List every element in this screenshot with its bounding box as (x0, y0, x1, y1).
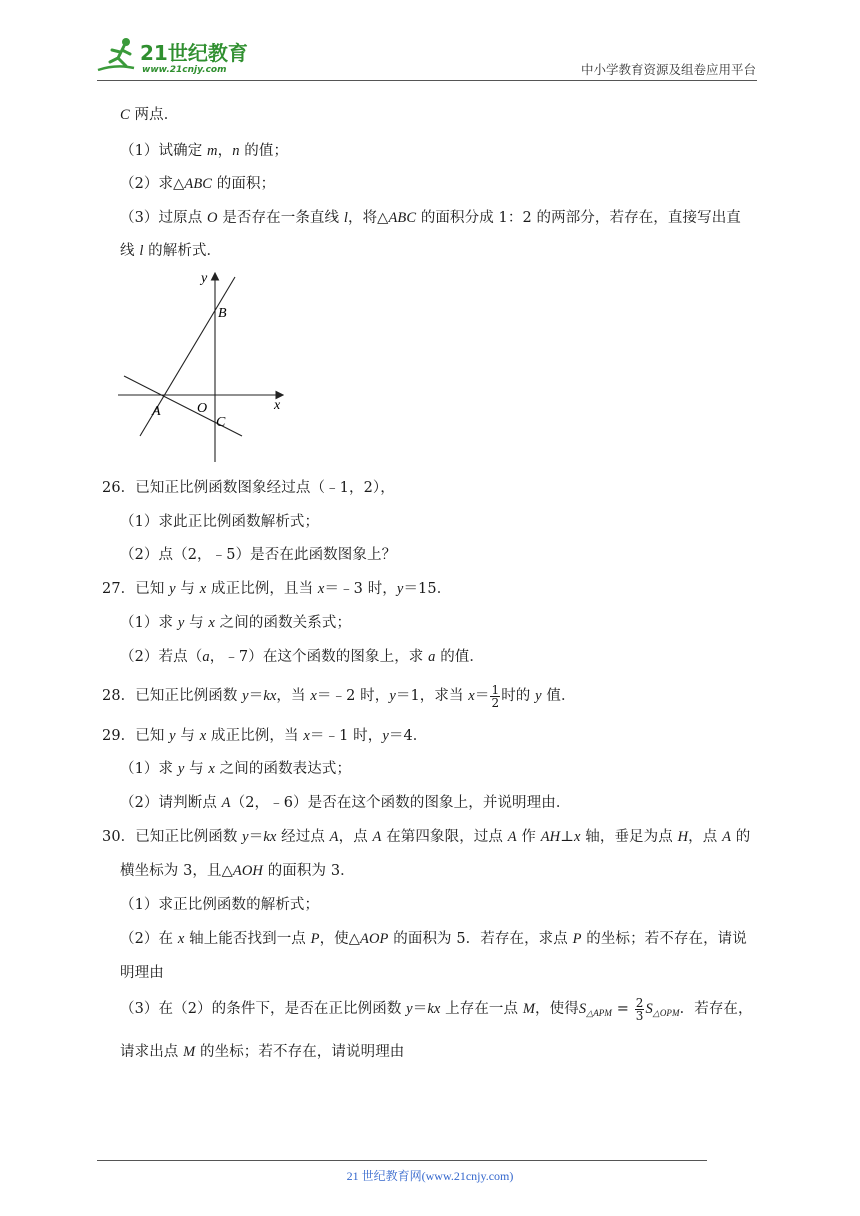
q29-part1: （1）求 y 与 x 之间的函数表达式； (120, 761, 352, 777)
runner-icon (98, 38, 134, 70)
q28-stem: 28．已知正比例函数 y＝kx，当 x＝﹣2 时，y＝1，求当 x＝ $\frac{1}{2}$ 时的 y 值． (102, 682, 576, 710)
q30-part2: （2）在 x 轴上能否找到一点 P，使△AOP 的面积为 5．若存在，求点 P 的坐标；若不存在，请说 (120, 931, 747, 947)
q30-part1: （1）求正比例函数的解析式； (120, 897, 320, 913)
q27-stem: 27．已知 y 与 x 成正比例，且当 x＝﹣3 时，y＝15． (102, 581, 452, 597)
point-b-label: B (218, 306, 227, 321)
q30-stem: 30．已知正比例函数 y＝kx 经过点 A，点 A 在第四象限，过点 A 作 AH⊥x 轴，垂足为点 H，点 A 的 (102, 829, 751, 845)
q29-part2: （2）请判断点 A（2，﹣6）是否在这个函数的图象上，并说明理由． (120, 795, 571, 811)
fraction-two-thirds: $\frac{2}{3}$ (635, 995, 644, 1023)
logo-title: 21世纪教育 (140, 41, 248, 65)
q26-part1: （1）求此正比例函数解析式； (120, 514, 320, 530)
q30-part3: （3）在（2）的条件下，是否在正比例函数 y＝kx 上存在一点 M，使得$S_{\triangle APM}$ = $\frac{2}{3}$ $S_{\triangle OPM}$．若存在， (120, 995, 753, 1023)
header-platform-text: 中小学教育资源及组卷应用平台 (580, 62, 756, 77)
footer-link[interactable]: 21 世纪教育网(www.21cnjy.com) (346, 1169, 514, 1183)
q29-stem: 29．已知 y 与 x 成正比例，当 x＝﹣1 时，y＝4． (102, 728, 428, 744)
q27-part2: （2）若点（a，﹣7）在这个函数的图象上，求 a 的值． (120, 649, 484, 665)
q25-part3-cont: 线 l 的解析式． (120, 243, 222, 259)
q25-part3: （3）过原点 O 是否存在一条直线 l，将△ABC 的面积分成 1：2 的两部分，若存在，直接写出直 (120, 210, 741, 226)
q30-stem-cont: 横坐标为 3，且△AOH 的面积为 3． (120, 863, 355, 879)
fraction-one-half: $\frac{1}{2}$ (491, 682, 500, 710)
footer-divider (97, 1160, 707, 1161)
q25-part1: （1）试确定 m，n 的值； (120, 143, 289, 159)
q26-stem: 26．已知正比例函数图象经过点（﹣1，2）， (102, 480, 395, 496)
q27-part1: （1）求 y 与 x 之间的函数关系式； (120, 615, 352, 631)
site-logo (96, 36, 266, 78)
logo-url: www.21cnjy.com (142, 65, 227, 75)
origin-label: O (197, 401, 208, 416)
q26-part2: （2）点（2，﹣5）是否在此函数图象上？ (120, 547, 397, 563)
q30-part3-cont: 请求出点 M 的坐标；若不存在，请说明理由 (120, 1044, 405, 1060)
y-axis-label: y (201, 271, 208, 286)
q25-part2: （2）求△ABC 的面积； (120, 176, 276, 192)
point-c-label: C (216, 415, 226, 430)
point-a-label: A (152, 404, 161, 419)
x-axis-label: x (274, 398, 281, 413)
header-divider (97, 80, 757, 81)
q25-continuation: C 两点． (120, 107, 179, 123)
coordinate-figure (112, 266, 292, 466)
q30-part2-cont: 明理由 (120, 965, 164, 981)
